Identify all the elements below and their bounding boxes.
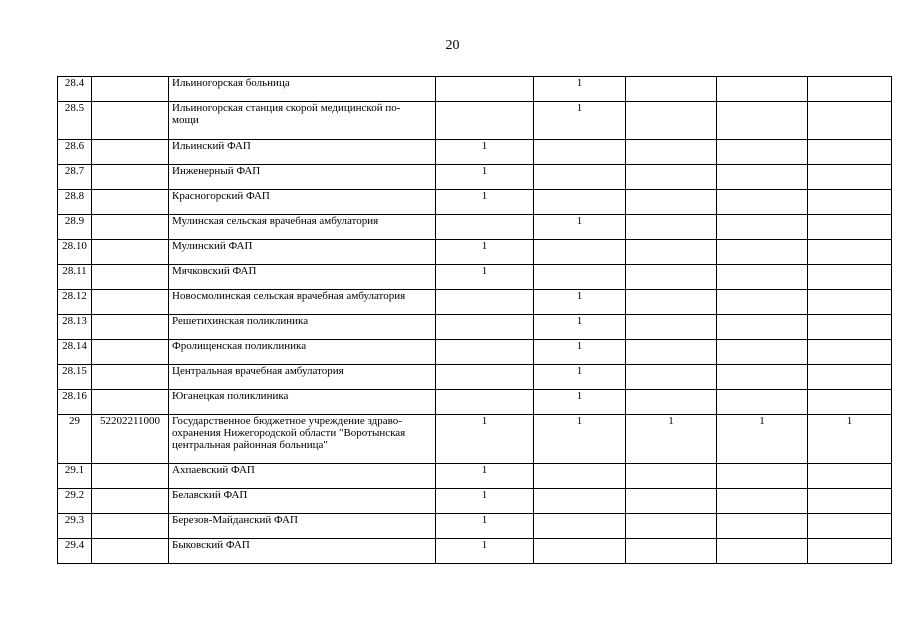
cell-name: Инженерный ФАП — [169, 165, 436, 190]
cell-name: Решетихинская поликлиника — [169, 315, 436, 340]
cell-name: Центральная врачебная амбулатория — [169, 365, 436, 390]
cell-c3 — [626, 190, 717, 215]
cell-num: 28.7 — [58, 165, 92, 190]
cell-code — [92, 77, 169, 102]
cell-c1: 1 — [436, 415, 534, 464]
cell-c3 — [626, 514, 717, 539]
cell-num: 29.1 — [58, 464, 92, 489]
cell-code — [92, 340, 169, 365]
cell-name: Ахпаевский ФАП — [169, 464, 436, 489]
table-row — [58, 102, 892, 140]
cell-c4 — [717, 77, 808, 102]
cell-c1: 1 — [436, 539, 534, 564]
cell-c5 — [808, 340, 892, 365]
cell-c2: 1 — [534, 102, 626, 140]
cell-c1 — [436, 315, 534, 340]
cell-c4 — [717, 365, 808, 390]
cell-c3 — [626, 240, 717, 265]
table-row — [58, 489, 892, 514]
cell-c2 — [534, 190, 626, 215]
cell-name: Юганецкая поликлиника — [169, 390, 436, 415]
table-row — [58, 240, 892, 265]
cell-c1 — [436, 290, 534, 315]
cell-code — [92, 215, 169, 240]
cell-c4 — [717, 165, 808, 190]
cell-c4 — [717, 539, 808, 564]
cell-c3 — [626, 489, 717, 514]
cell-code — [92, 290, 169, 315]
cell-c5 — [808, 265, 892, 290]
page-number: 20 — [445, 38, 460, 53]
table-row — [58, 315, 892, 340]
table-body — [58, 77, 892, 564]
cell-c5: 1 — [808, 415, 892, 464]
cell-c2: 1 — [534, 415, 626, 464]
cell-c2 — [534, 240, 626, 265]
cell-c1 — [436, 102, 534, 140]
cell-c2 — [534, 539, 626, 564]
cell-name: Государственное бюджетное учреждение здраво- охранения Нижегородской области "Воротынская центральная районная больница" — [169, 415, 436, 464]
table-row — [58, 77, 892, 102]
cell-c3 — [626, 215, 717, 240]
cell-code — [92, 190, 169, 215]
cell-name: Красногорский ФАП — [169, 190, 436, 215]
cell-c1: 1 — [436, 265, 534, 290]
cell-code — [92, 102, 169, 140]
cell-c2 — [534, 265, 626, 290]
cell-c1 — [436, 215, 534, 240]
cell-c3 — [626, 77, 717, 102]
cell-c5 — [808, 315, 892, 340]
table-row — [58, 390, 892, 415]
cell-code — [92, 489, 169, 514]
cell-c5 — [808, 77, 892, 102]
cell-name: Ильиногорская станция скорой медицинской по- мощи — [169, 102, 436, 140]
cell-name: Мулинская сельская врачебная амбулатория — [169, 215, 436, 240]
cell-num: 28.14 — [58, 340, 92, 365]
cell-name: Мулинский ФАП — [169, 240, 436, 265]
cell-c1 — [436, 365, 534, 390]
cell-c5 — [808, 240, 892, 265]
cell-c3 — [626, 265, 717, 290]
cell-code — [92, 265, 169, 290]
table-row — [58, 514, 892, 539]
cell-c4 — [717, 102, 808, 140]
cell-c3 — [626, 464, 717, 489]
cell-code — [92, 240, 169, 265]
cell-c2 — [534, 489, 626, 514]
cell-code — [92, 140, 169, 165]
cell-c3 — [626, 340, 717, 365]
cell-c2 — [534, 165, 626, 190]
cell-c2: 1 — [534, 77, 626, 102]
cell-num: 28.8 — [58, 190, 92, 215]
cell-c4 — [717, 215, 808, 240]
table-row — [58, 265, 892, 290]
cell-c3 — [626, 365, 717, 390]
cell-c4 — [717, 240, 808, 265]
table-row — [58, 539, 892, 564]
cell-c5 — [808, 464, 892, 489]
cell-name: Фролищенская поликлиника — [169, 340, 436, 365]
cell-c5 — [808, 365, 892, 390]
cell-c4 — [717, 265, 808, 290]
cell-num: 29 — [58, 415, 92, 464]
cell-c4 — [717, 489, 808, 514]
cell-c5 — [808, 290, 892, 315]
cell-c2 — [534, 140, 626, 165]
table-row — [58, 215, 892, 240]
cell-c1: 1 — [436, 190, 534, 215]
cell-num: 29.3 — [58, 514, 92, 539]
cell-c2 — [534, 464, 626, 489]
cell-c5 — [808, 390, 892, 415]
cell-c1: 1 — [436, 165, 534, 190]
cell-c3 — [626, 315, 717, 340]
cell-name: Белавский ФАП — [169, 489, 436, 514]
table-row — [58, 290, 892, 315]
cell-c2: 1 — [534, 315, 626, 340]
cell-c4 — [717, 514, 808, 539]
cell-code — [92, 514, 169, 539]
cell-c3 — [626, 539, 717, 564]
cell-name: Ильинский ФАП — [169, 140, 436, 165]
cell-c3 — [626, 390, 717, 415]
table-row — [58, 190, 892, 215]
cell-c4 — [717, 390, 808, 415]
cell-c3 — [626, 140, 717, 165]
cell-code — [92, 539, 169, 564]
cell-c2: 1 — [534, 365, 626, 390]
cell-name: Березов-Майданский ФАП — [169, 514, 436, 539]
cell-c4: 1 — [717, 415, 808, 464]
cell-name: Мячковский ФАП — [169, 265, 436, 290]
cell-c2: 1 — [534, 390, 626, 415]
cell-c4 — [717, 140, 808, 165]
cell-c5 — [808, 215, 892, 240]
cell-num: 28.12 — [58, 290, 92, 315]
cell-c4 — [717, 315, 808, 340]
facilities-table — [57, 76, 892, 564]
table-row — [58, 340, 892, 365]
cell-code — [92, 165, 169, 190]
cell-num: 28.10 — [58, 240, 92, 265]
cell-c1: 1 — [436, 489, 534, 514]
cell-c5 — [808, 190, 892, 215]
cell-num: 28.11 — [58, 265, 92, 290]
cell-code: 52202211000 — [92, 415, 169, 464]
cell-code — [92, 464, 169, 489]
cell-c1 — [436, 340, 534, 365]
cell-c3 — [626, 290, 717, 315]
cell-name: Ильиногорская больница — [169, 77, 436, 102]
cell-c1: 1 — [436, 240, 534, 265]
cell-num: 28.6 — [58, 140, 92, 165]
table-row — [58, 140, 892, 165]
cell-c3 — [626, 165, 717, 190]
cell-c4 — [717, 340, 808, 365]
table-row — [58, 464, 892, 489]
cell-c1: 1 — [436, 464, 534, 489]
cell-name: Быковский ФАП — [169, 539, 436, 564]
cell-c2 — [534, 514, 626, 539]
cell-c1: 1 — [436, 514, 534, 539]
cell-num: 29.4 — [58, 539, 92, 564]
cell-c1: 1 — [436, 140, 534, 165]
cell-num: 28.16 — [58, 390, 92, 415]
cell-c4 — [717, 190, 808, 215]
cell-c4 — [717, 464, 808, 489]
cell-c5 — [808, 165, 892, 190]
cell-c5 — [808, 539, 892, 564]
cell-c2: 1 — [534, 215, 626, 240]
cell-c2: 1 — [534, 340, 626, 365]
cell-num: 28.4 — [58, 77, 92, 102]
cell-num: 29.2 — [58, 489, 92, 514]
table-row — [58, 165, 892, 190]
cell-c1 — [436, 390, 534, 415]
cell-c2: 1 — [534, 290, 626, 315]
cell-num: 28.13 — [58, 315, 92, 340]
cell-num: 28.5 — [58, 102, 92, 140]
cell-name: Новосмолинская сельская врачебная амбулатория — [169, 290, 436, 315]
cell-c5 — [808, 140, 892, 165]
cell-code — [92, 315, 169, 340]
table-row — [58, 415, 892, 464]
cell-c4 — [717, 290, 808, 315]
cell-c3 — [626, 102, 717, 140]
cell-c1 — [436, 77, 534, 102]
cell-c5 — [808, 102, 892, 140]
table-row — [58, 365, 892, 390]
cell-code — [92, 365, 169, 390]
cell-c5 — [808, 514, 892, 539]
cell-num: 28.15 — [58, 365, 92, 390]
cell-num: 28.9 — [58, 215, 92, 240]
cell-c3: 1 — [626, 415, 717, 464]
cell-c5 — [808, 489, 892, 514]
cell-code — [92, 390, 169, 415]
